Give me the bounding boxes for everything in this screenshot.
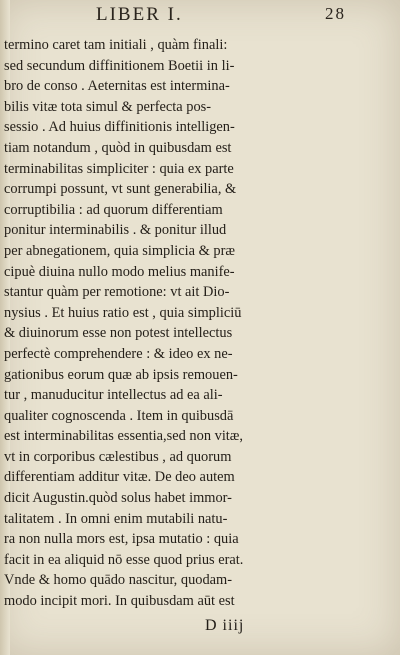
text-line: Vnde & homo quādo nascitur, quodam- (4, 572, 233, 589)
text-line: sed secundum diffinitionem Boetii in li- (4, 57, 235, 74)
text-line: modo incipit mori. In quibusdam aūt est (4, 593, 235, 610)
text-line: qualiter cognoscenda . Item in quibusdā (4, 407, 234, 424)
body-text (4, 35, 324, 612)
text-line: cipuè diuina nullo modo melius manife- (4, 263, 235, 280)
text-line: bilis vitæ tota simul & perfecta pos- (4, 98, 212, 115)
folio-number: 28 (325, 4, 346, 23)
text-line: per abnegationem, quia simplicia & præ (4, 242, 235, 259)
text-line: corrumpi possunt, vt sunt generabilia, & (4, 181, 237, 198)
signature-mark: D iiij (205, 617, 245, 634)
text-line: differentiam additur vitæ. De deo autem (4, 469, 235, 486)
text-line: & diuinorum esse non potest intellectus (4, 325, 233, 342)
text-line: sessio . Ad huius diffinitionis intelligen- (4, 119, 235, 136)
text-line: stantur quàm per remotione: vt ait Dio- (4, 284, 230, 301)
text-line: termino caret tam initiali , quàm finali: (4, 37, 228, 53)
text-line: est interminabilitas essentia,sed non vitæ, (4, 428, 244, 445)
text-line: facit in ea aliquid nō esse quod prius erat. (4, 551, 244, 568)
text-line: bro de conso . Aeternitas est intermina- (4, 78, 230, 95)
text-line: perfectè comprehendere : & ideo ex ne- (4, 345, 233, 362)
running-head (96, 4, 346, 28)
text-line: tur , manuducitur intellectus ad ea ali- (4, 387, 223, 404)
text-line: terminabilitas simpliciter : quia ex parte (4, 160, 234, 177)
running-title: LIBER I. (96, 4, 183, 25)
text-line: corruptibilia : ad quorum differentiam (4, 201, 223, 218)
text-line: tiam notandum , quòd in quibusdam est (4, 139, 232, 156)
text-line: vt in corporibus cælestibus , ad quorum (4, 448, 232, 465)
text-line: ra non nulla mors est, ipsa mutatio : quia (4, 531, 239, 548)
text-line: talitatem . In omni enim mutabili natu- (4, 510, 228, 527)
text-line: nysius . Et huius ratio est , quia simpliciū (4, 304, 242, 321)
text-line: dicit Augustin.quòd solus habet immor- (4, 490, 232, 507)
text-line: ponitur interminabilis . & ponitur illud (4, 222, 227, 239)
text-line: gationibus eorum quæ ab ipsis remouen- (4, 366, 238, 383)
